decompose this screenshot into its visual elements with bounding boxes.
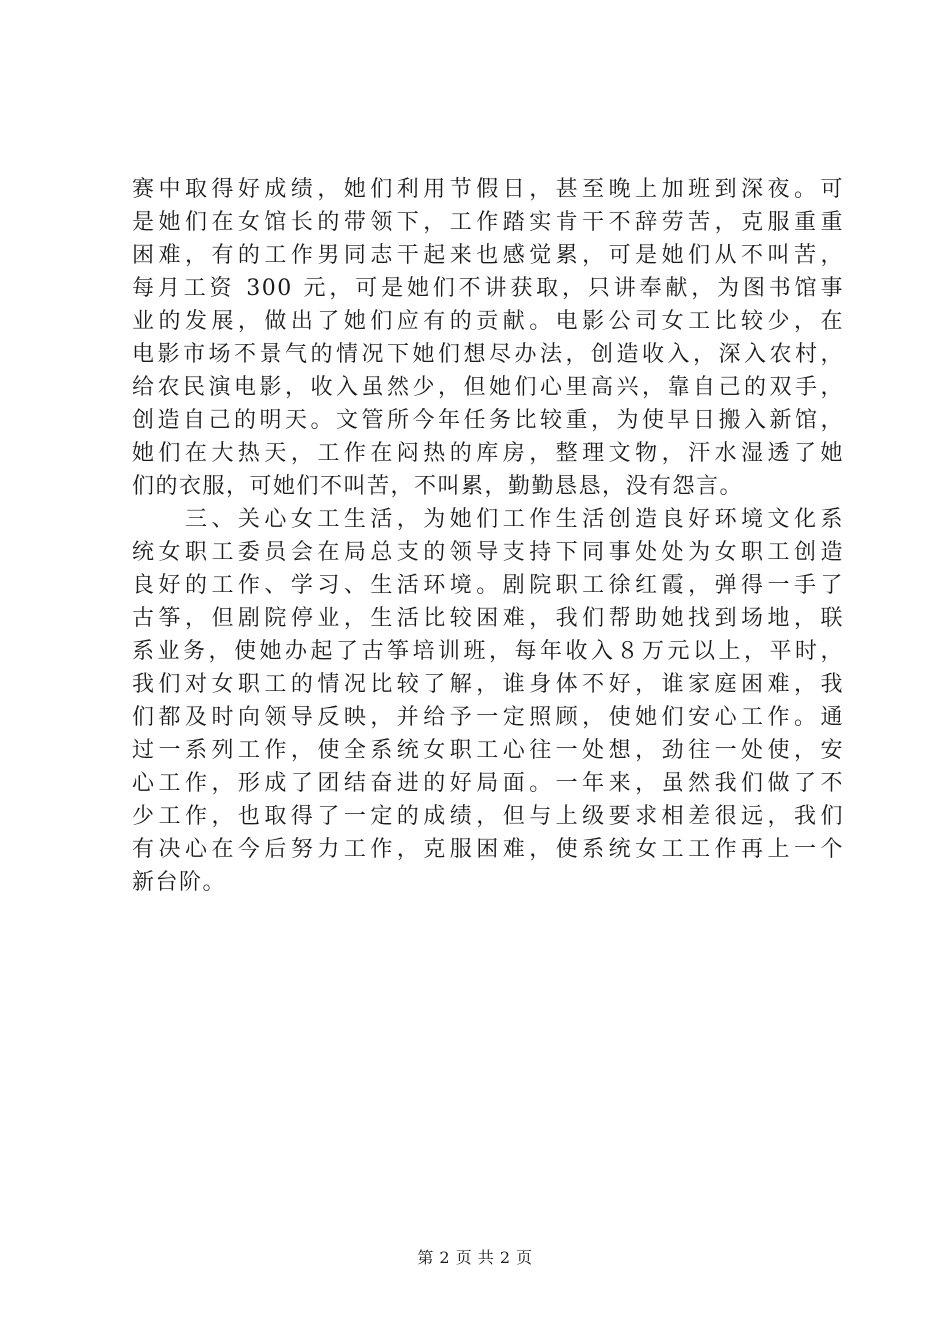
text-line: 们都及时向领导反映，并给予一定照顾，使她们安心工作。通 [132, 705, 844, 730]
text-line: 创造自己的明天。文管所今年任务比较重，为使早日搬入新馆， [132, 408, 844, 433]
text-line: 有决心在今后努力工作，克服困难，使系统女工工作再上一个 [132, 837, 844, 862]
text-line: 她们在大热天，工作在闷热的库房，整理文物，汗水湿透了她 [132, 441, 844, 466]
text-line: 电影市场不景气的情况下她们想尽办法，创造收入，深入农村， [132, 342, 844, 367]
text-line: 每月工资 300 元，可是她们不讲获取，只讲奉献，为图书馆事 [132, 276, 844, 301]
text-line: 给农民演电影，收入虽然少，但她们心里高兴，靠自己的双手， [132, 375, 844, 400]
text-line: 三、关心女工生活，为她们工作生活创造良好环境文化系 [132, 507, 844, 532]
text-line: 困难，有的工作男同志干起来也感觉累，可是她们从不叫苦， [132, 243, 844, 268]
text-line: 我们对女职工的情况比较了解，谁身体不好，谁家庭困难，我 [132, 672, 844, 697]
text-line: 新台阶。 [132, 870, 227, 895]
text-line: 良好的工作、学习、生活环境。剧院职工徐红霞，弹得一手了 [132, 573, 844, 598]
text-line: 心工作，形成了团结奋进的好局面。一年来，虽然我们做了不 [132, 771, 844, 796]
text-line: 古筝，但剧院停业，生活比较困难，我们帮助她找到场地，联 [132, 606, 844, 631]
text-line: 统女职工委员会在局总支的领导支持下同事处处为女职工创造 [132, 540, 844, 565]
text-line: 业的发展，做出了她们应有的贡献。电影公司女工比较少，在 [132, 309, 844, 334]
body-text [132, 173, 844, 899]
text-line: 少工作，也取得了一定的成绩，但与上级要求相差很远，我们 [132, 804, 844, 829]
text-line: 过一系列工作，使全系统女职工心往一处想，劲往一处使，安 [132, 738, 844, 763]
text-line: 们的衣服，可她们不叫苦，不叫累，勤勤恳恳，没有怨言。 [132, 474, 744, 499]
page-footer: 第 2 页 共 2 页 [417, 1248, 533, 1267]
text-line: 赛中取得好成绩，她们利用节假日，甚至晚上加班到深夜。可 [132, 177, 844, 202]
text-line: 系业务，使她办起了古筝培训班，每年收入８万元以上，平时， [132, 639, 844, 664]
text-line: 是她们在女馆长的带领下，工作踏实肯干不辞劳苦，克服重重 [132, 210, 844, 235]
